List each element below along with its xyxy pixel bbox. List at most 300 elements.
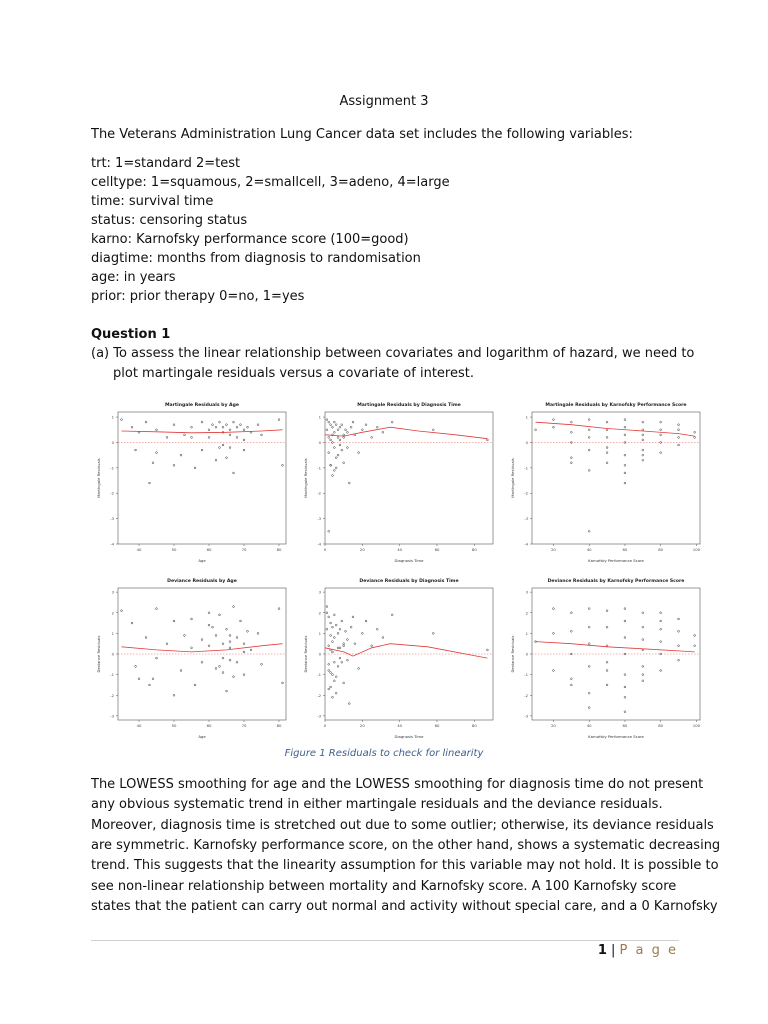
y-tick-label: -4 [524,541,528,547]
variable-item: trt: 1=standard 2=test [91,156,241,171]
data-point [339,647,341,649]
y-tick-label: -1 [317,672,321,678]
x-tick-label: 0 [323,547,327,552]
data-point [212,424,214,426]
x-tick-label: 40 [397,547,403,552]
data-point [570,462,572,464]
data-point [588,692,590,694]
data-point [330,439,332,441]
data-point [343,643,345,645]
residual-plot [301,574,499,742]
data-point [361,429,363,431]
y-tick-label: 0 [525,651,528,657]
data-point [588,429,590,431]
data-point [135,449,137,451]
data-point [660,670,662,672]
data-point [694,431,696,433]
data-point [240,424,242,426]
x-axis-label: Age [198,558,206,563]
data-point [347,431,349,433]
plot-svg [508,398,706,566]
plot-svg [301,574,499,742]
data-point [624,419,626,421]
plot-title: Deviance Residuals by Karnofsky Performance Score [547,579,685,584]
data-point [376,426,378,428]
question-heading: Question 1 [91,327,171,342]
data-point [343,645,345,647]
data-point [588,530,590,532]
data-point [354,643,356,645]
data-point [606,429,608,431]
data-point [247,426,249,428]
data-point [606,626,608,628]
y-tick-label: 1 [111,414,114,420]
data-point [588,449,590,451]
y-tick-label: -3 [110,713,114,719]
data-point [326,419,328,421]
paragraph-line: see non-linear relationship between mortality and Karnofsky score. A 100 Karnofsky score [91,879,677,894]
data-point [333,447,335,449]
data-point [352,421,354,423]
data-point [201,449,203,451]
residual-plot [301,398,499,566]
data-point [678,444,680,446]
x-tick-label: 80 [658,723,664,728]
data-point [180,454,182,456]
data-point [553,670,555,672]
data-point [642,612,644,614]
data-point [326,628,328,630]
data-point [642,665,644,667]
data-point [233,421,235,423]
data-point [642,639,644,641]
data-point [382,637,384,639]
data-point [642,680,644,682]
data-point [339,439,341,441]
data-point [149,482,151,484]
data-point [166,436,168,438]
data-point [335,457,337,459]
footer-separator: | [611,943,616,958]
data-point [678,424,680,426]
data-point [624,686,626,688]
data-point [201,421,203,423]
y-tick-label: 2 [318,610,321,616]
data-point [229,447,231,449]
y-tick-label: -3 [524,516,528,522]
data-point [365,424,367,426]
data-point [332,651,334,653]
data-point [358,668,360,670]
data-point [553,426,555,428]
data-point [243,643,245,645]
data-point [215,459,217,461]
data-point [326,429,328,431]
data-point [333,614,335,616]
data-point [588,419,590,421]
plot-svg [508,574,706,742]
x-tick-label: 70 [241,547,247,552]
plot-title: Martingale Residuals by Diagnosis Time [357,403,461,408]
data-point [678,659,680,661]
data-point [184,635,186,637]
residual-plot [508,574,706,742]
data-point [278,419,280,421]
data-point [226,628,228,630]
data-point [212,626,214,628]
x-tick-label: 50 [171,723,177,728]
data-point [678,436,680,438]
paragraph-line: Moreover, diagnosis time is stretched out due to some outlier; otherwise, its deviance residuals [91,818,714,833]
data-point [624,464,626,466]
residual-plot [94,398,292,566]
data-point [222,444,224,446]
data-point [588,436,590,438]
x-tick-label: 20 [551,547,556,552]
data-point [624,454,626,456]
data-point [642,674,644,676]
data-point [201,661,203,663]
data-point [570,431,572,433]
data-point [191,647,193,649]
data-point [487,649,489,651]
data-point [191,436,193,438]
data-point [588,707,590,709]
y-tick-label: -2 [110,692,114,698]
data-point [660,452,662,454]
data-point [208,612,210,614]
data-point [343,462,345,464]
data-point [332,641,334,643]
data-point [341,424,343,426]
data-point [343,682,345,684]
data-point [166,643,168,645]
data-point [250,649,252,651]
data-point [570,457,572,459]
x-axis-label: Karnofsky Performance Score [588,558,644,563]
variable-item: time: survival time [91,194,214,209]
data-point [341,620,343,622]
y-tick-label: -1 [110,672,114,678]
data-point [606,684,608,686]
data-point [588,665,590,667]
data-point [215,668,217,670]
data-point [121,610,123,612]
data-point [333,637,335,639]
data-point [222,672,224,674]
x-tick-label: 70 [241,723,247,728]
y-tick-label: 1 [318,630,321,636]
question-a-text-cont: plot martingale residuals versus a covariate of interest. [113,366,474,381]
x-tick-label: 80 [276,723,282,728]
x-tick-label: 80 [276,547,282,552]
data-point [219,447,221,449]
data-point [257,632,259,634]
x-tick-label: 80 [471,723,477,728]
data-point [606,462,608,464]
data-point [339,628,341,630]
lowess-smooth-line [122,430,283,433]
data-point [570,678,572,680]
plot-svg [94,574,292,742]
data-point [328,645,330,647]
data-point [332,674,334,676]
data-point [694,635,696,637]
data-point [328,421,330,423]
y-axis-label: Martingale Residuals [303,458,308,498]
data-point [328,663,330,665]
data-point [343,436,345,438]
residual-plots-figure [94,398,706,742]
plot-svg [94,398,292,566]
data-point [694,645,696,647]
data-point [341,661,343,663]
x-tick-label: 60 [622,547,628,552]
data-point [371,645,373,647]
data-point [624,637,626,639]
data-point [330,464,332,466]
data-point [226,690,228,692]
y-tick-label: 3 [111,589,114,595]
y-axis-label: Martingale Residuals [510,458,515,498]
data-point [326,606,328,608]
data-point [328,436,330,438]
data-point [243,449,245,451]
data-point [345,429,347,431]
data-point [352,616,354,618]
data-point [332,426,334,428]
data-point [678,645,680,647]
data-point [642,429,644,431]
variable-item: age: in years [91,270,176,285]
data-point [432,429,434,431]
x-tick-label: 20 [359,723,365,728]
data-point [642,626,644,628]
data-point [328,670,330,672]
data-point [145,637,147,639]
variable-item: diagtime: months from diagnosis to randomisation [91,251,421,266]
data-point [358,452,360,454]
variable-item: karno: Karnofsky performance score (100=good) [91,232,409,247]
x-axis-label: Karnofsky Performance Score [588,734,644,739]
data-point [624,426,626,428]
page-label: P a g e [619,943,678,958]
data-point [156,452,158,454]
data-point [194,467,196,469]
data-point [330,635,332,637]
page-number: 1 [597,943,607,958]
data-point [156,429,158,431]
data-point [152,678,154,680]
data-point [382,431,384,433]
x-tick-label: 100 [692,547,701,552]
y-tick-label: 1 [525,414,528,420]
question-a-text: (a) To assess the linear relationship between covariates and logarithm of hazard, we need to [91,346,695,361]
plot-frame [325,412,493,544]
data-point [229,635,231,637]
y-axis-label: Martingale Residuals [96,458,101,498]
data-point [215,426,217,428]
x-tick-label: 100 [692,723,701,728]
x-axis-label: Age [198,734,206,739]
paragraph-line: The LOWESS smoothing for age and the LOWESS smoothing for diagnosis time do not present [91,777,704,792]
y-tick-label: -3 [317,713,321,719]
data-point [145,421,147,423]
x-tick-label: 80 [471,547,477,552]
y-tick-label: 1 [111,630,114,636]
y-tick-label: 1 [318,414,321,420]
data-point [333,469,335,471]
data-point [236,426,238,428]
data-point [487,439,489,441]
data-point [201,639,203,641]
paragraph-line: states that the patient can carry out normal and activity without special care, and a 0 Karnofsky [91,899,718,914]
data-point [173,620,175,622]
y-tick-label: 3 [525,589,528,595]
data-point [376,628,378,630]
data-point [226,424,228,426]
data-point [660,421,662,423]
y-tick-label: 1 [525,630,528,636]
y-tick-label: -3 [317,516,321,522]
data-point [222,426,224,428]
data-point [343,434,345,436]
data-point [348,482,350,484]
data-point [642,459,644,461]
data-point [138,678,140,680]
data-point [156,608,158,610]
data-point [333,680,335,682]
data-point [152,462,154,464]
data-point [180,670,182,672]
data-point [660,429,662,431]
y-tick-label: -2 [317,692,321,698]
paragraph-line: trend. This suggests that the linearity assumption for this variable may not hold. It is possible to [91,858,719,873]
data-point [642,649,644,651]
y-tick-label: -1 [110,465,114,471]
data-point [257,424,259,426]
data-point [341,449,343,451]
data-point [173,694,175,696]
data-point [553,632,555,634]
data-point [570,684,572,686]
data-point [588,608,590,610]
y-axis-label: Deviance Residuals [96,635,101,673]
data-point [236,436,238,438]
y-tick-label: -1 [524,465,528,471]
y-axis-label: Deviance Residuals [303,635,308,673]
data-point [282,682,284,684]
data-point [219,421,221,423]
y-tick-label: -1 [524,672,528,678]
data-point [330,672,332,674]
data-point [261,434,263,436]
data-point [233,606,235,608]
y-tick-label: -1 [317,465,321,471]
lowess-smooth-line [122,644,283,652]
paragraph-line: any obvious systematic trend in either martingale residuals and the deviance residuals. [91,797,663,812]
data-point [282,464,284,466]
y-tick-label: 0 [318,651,321,657]
plot-title: Martingale Residuals by Age [164,403,240,408]
data-point [339,444,341,446]
data-point [350,626,352,628]
data-point [226,457,228,459]
y-tick-label: 2 [525,610,528,616]
data-point [606,610,608,612]
x-axis-label: Diagnosis Time [394,734,424,739]
data-point [347,447,349,449]
data-point [135,665,137,667]
data-point [624,674,626,676]
y-tick-label: 0 [111,651,114,657]
data-point [335,692,337,694]
data-point [642,454,644,456]
data-point [121,419,123,421]
data-point [335,467,337,469]
figure-caption: Figure 1 Residuals to check for linearity [284,748,484,759]
data-point [570,612,572,614]
data-point [391,614,393,616]
data-point [337,436,339,438]
data-point [660,620,662,622]
data-point [243,429,245,431]
data-point [215,635,217,637]
x-tick-label: 60 [206,547,212,552]
data-point [131,426,133,428]
data-point [606,670,608,672]
data-point [333,661,335,663]
y-tick-label: 2 [111,610,114,616]
data-point [624,620,626,622]
data-point [365,620,367,622]
residual-plot [508,398,706,566]
lowess-smooth-line [536,642,695,652]
data-point [339,426,341,428]
data-point [606,452,608,454]
data-point [229,659,231,661]
plot-title: Deviance Residuals by Age [167,579,237,584]
data-point [208,436,210,438]
data-point [330,622,332,624]
y-tick-label: -3 [110,516,114,522]
data-point [333,431,335,433]
data-point [660,612,662,614]
data-point [337,665,339,667]
data-point [335,424,337,426]
x-tick-label: 60 [434,723,440,728]
data-point [348,703,350,705]
data-point [332,475,334,477]
x-tick-label: 50 [171,547,177,552]
data-point [432,632,434,634]
data-point [233,472,235,474]
data-point [326,612,328,614]
x-tick-label: 60 [434,547,440,552]
data-point [335,624,337,626]
x-tick-label: 60 [622,723,628,728]
x-tick-label: 40 [586,723,592,728]
lowess-smooth-line [325,427,487,439]
y-tick-label: -2 [524,692,528,698]
data-point [553,419,555,421]
data-point [350,426,352,428]
data-point [236,661,238,663]
data-point [624,696,626,698]
data-point [570,421,572,423]
x-tick-label: 20 [551,723,556,728]
data-point [660,628,662,630]
